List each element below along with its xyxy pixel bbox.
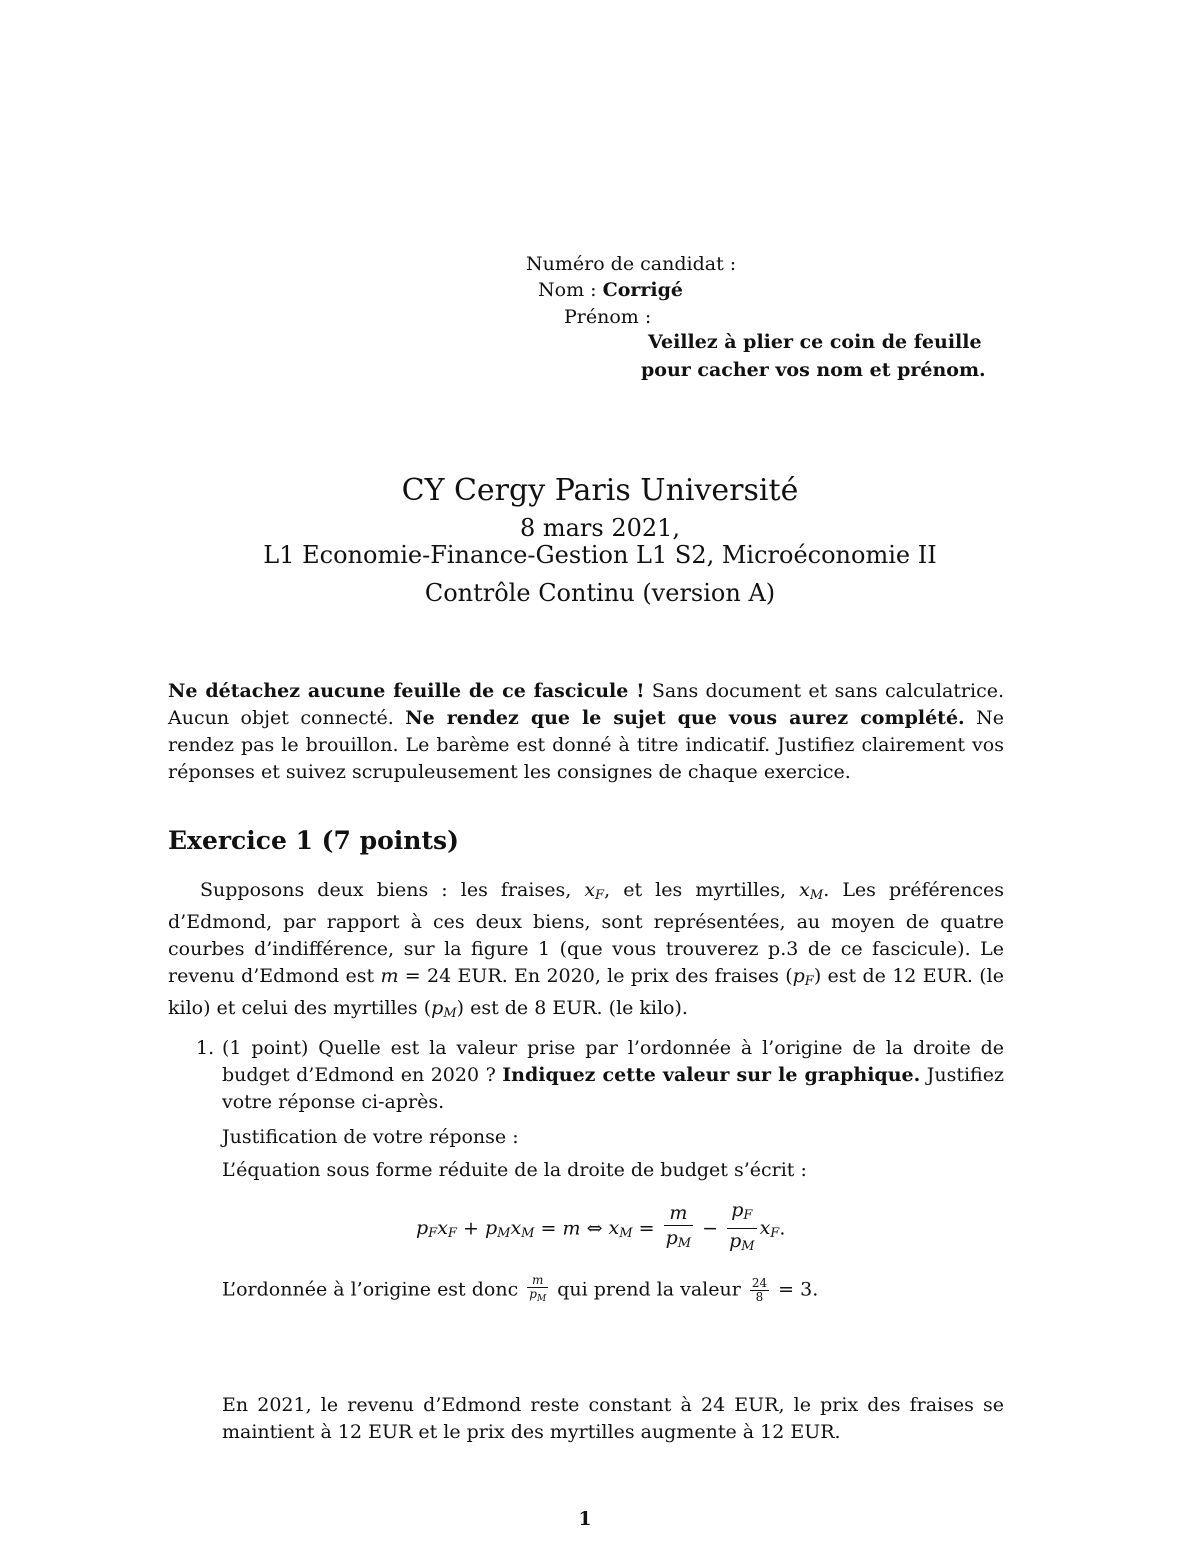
course-title: L1 Economie-Finance-Gestion L1 S2, Microéconomie II <box>263 541 937 569</box>
exercise-intro <box>168 877 1004 1027</box>
question-number: 1. <box>196 1037 215 1059</box>
intro-text: Supposons deux biens : les fraises, <box>200 879 585 901</box>
exam-title: Contrôle Continu (version A) <box>424 579 776 607</box>
intro-text: = 24 EUR. En 2020, le prix des fraises ( <box>398 965 793 987</box>
instructions-bold-2: Ne rendez que le sujet que vous aurez complété. <box>405 707 965 729</box>
name-value: Corrigé <box>602 279 683 301</box>
name-label: Nom : <box>538 279 597 301</box>
justification-label: Justification de votre réponse : <box>222 1126 519 1148</box>
intro-text: . Les préférences d’Edmond, par rapport à ces deux biens, sont représentées, au moyen de quatre courbes d’indifférence, sur la figure 1 (que vous trouverez p.3 de ce fascicule). Le revenu d’Edmond est <box>168 879 1004 987</box>
fraction-24-over-8: $\frac{24}{8}$ <box>751 1275 768 1304</box>
instructions <box>168 678 1004 786</box>
intro-text: ) est de 8 EUR. (le kilo). <box>456 997 688 1019</box>
page-number: 1 <box>578 1508 592 1530</box>
candidate-number-label: Numéro de candidat : <box>526 253 737 275</box>
firstname-label: Prénom : <box>564 306 652 328</box>
fold-instruction-line1: Veillez à plier ce coin de feuille <box>648 331 982 353</box>
question-1 <box>222 1035 1004 1116</box>
intro-text: ) est de 12 EUR. (le kilo) et celui des myrtilles ( <box>168 965 1004 1019</box>
question-bold: Indiquez cette valeur sur le graphique. <box>502 1064 921 1086</box>
fold-instruction-line2: pour cacher vos nom et prénom. <box>641 359 986 381</box>
equation-intro: L’équation sous forme réduite de la droite de budget s’écrit : <box>222 1159 807 1181</box>
instructions-text-1: Sans document et sans calculatrice. Aucun objet connecté. <box>168 680 1004 729</box>
math-pF: $p_F$ <box>792 965 814 989</box>
question-text: (1 point) Quelle est la valeur prise par l’ordonnée à l’origine de la droite de budget d’Edmond en 2020 ? <box>222 1037 1004 1086</box>
exercise-heading: Exercice 1 (7 points) <box>168 826 459 855</box>
instructions-bold-1: Ne détachez aucune feuille de ce fascicule ! <box>168 680 645 702</box>
instructions-text-2: Ne rendez pas le brouillon. Le barème est donné à titre indicatif. Justifiez clairement vos réponses et suivez scrupuleusement les consignes de chaque exercice. <box>168 707 1004 783</box>
fraction-pF-over-pM: $\frac{p_F}{p_M}$ <box>729 1199 755 1254</box>
exam-date: 8 mars 2021, <box>519 514 681 542</box>
paragraph-2021: En 2021, le revenu d’Edmond reste constant à 24 EUR, le prix des fraises se maintient à 12 EUR et le prix des myrtilles augmente à 12 EUR. <box>222 1394 1004 1443</box>
intro-text: , et les myrtilles, <box>604 879 800 901</box>
university-title: CY Cergy Paris Université <box>401 473 799 508</box>
fraction-m-over-pM: $\frac{m}{p_M}$ <box>665 1202 692 1251</box>
math-xM: $x_M$ <box>799 879 824 903</box>
question-text: Justifiez votre réponse ci-après. <box>222 1064 1004 1113</box>
math-m: m <box>380 965 399 987</box>
name-line <box>538 281 683 300</box>
math-xF: $x_F$ <box>584 879 605 903</box>
fraction-small-m-over-pM: $\frac{m}{p_M}$ <box>529 1273 547 1304</box>
budget-equation: $p_Fx_F + p_Mx_M = m$ ⇔ $x_M$ = $\frac{m}{p_M}$ − $\frac{p_F}{p_M}$ $x_F$. <box>416 1198 785 1259</box>
math-pM: $p_M$ <box>431 997 457 1021</box>
ordonnee-line: L’ordonnée à l’origine est donc $\frac{m}{p_M}$ qui prend la valeur $\frac{24}{8}$ = 3. <box>222 1273 819 1304</box>
